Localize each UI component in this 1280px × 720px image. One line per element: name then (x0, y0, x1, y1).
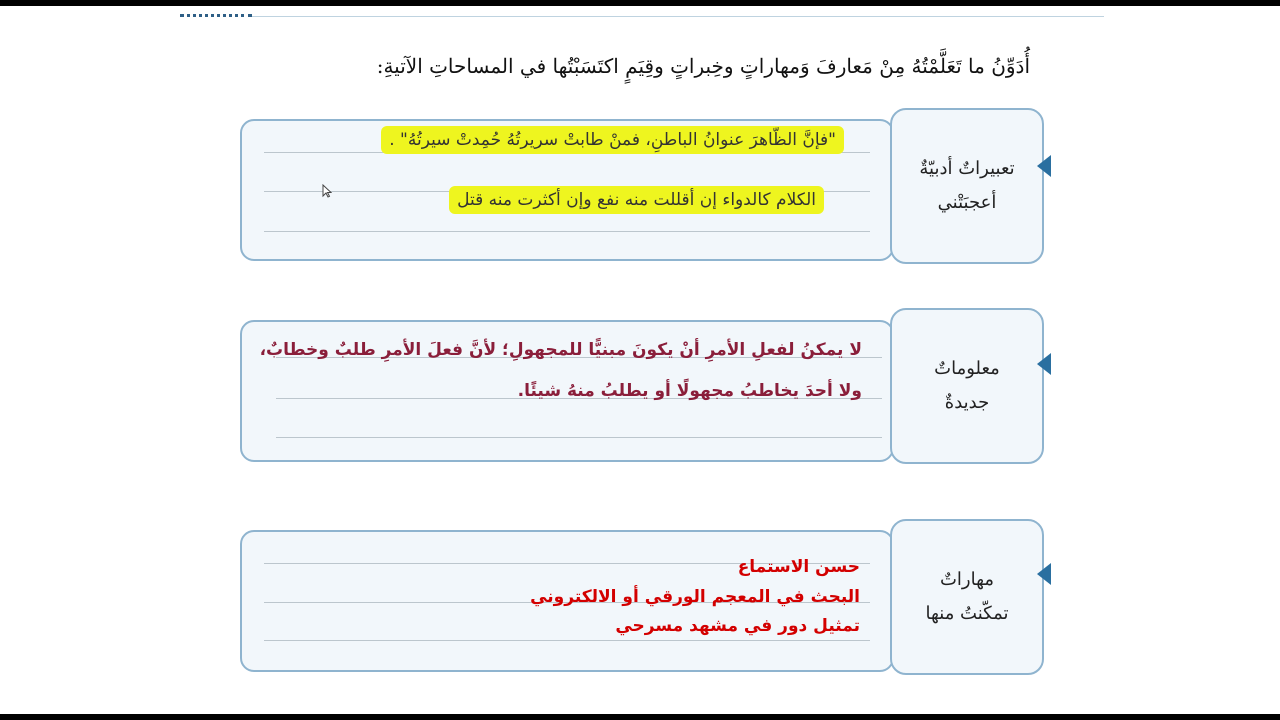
writing-line (276, 437, 882, 438)
triangle-pointer-icon (1037, 353, 1051, 375)
writing-line (264, 231, 870, 232)
section-label-line1: تعبيراتٌ أدبيّةٌ (919, 158, 1015, 179)
entry-skill-listening: حسن الاستماع (737, 557, 860, 577)
bottom-frame-bar (0, 714, 1280, 720)
entry-highlighted-proverb (449, 190, 824, 210)
entry-skill-dictionary: البحث في المعجم الورقي أو الالكتروني (530, 587, 860, 607)
header-dotted-line (180, 14, 252, 17)
mouse-cursor-icon (322, 184, 332, 198)
entry-info-line2: ولا أحدَ يخاطبُ مجهولًا أو يطلبُ منهُ شيئًا. (517, 381, 862, 401)
highlighted-text: الكلام كالدواء إن أقللت منه نفع وإن أكثرت منه قتل (449, 186, 824, 214)
top-frame-bar (0, 0, 1280, 6)
instruction-heading: أُدَوِّنُ ما تَعَلَّمْتُهُ مِنْ مَعارفَ وَمهاراتٍ وخِبراتٍ وقِيَمٍ اكتَسَبْتُها في المساحاتِ الآتيةِ: (376, 54, 1030, 78)
section-label-line2: أعجبَتْني (937, 192, 997, 213)
entry-info-line1: لا يمكنُ لفعلِ الأمرِ أنْ يكونَ مبنيًّا للمجهولِ؛ لأنَّ فعلَ الأمرِ طلبٌ وخطابٌ، (259, 340, 862, 360)
entry-highlighted-quote (381, 130, 844, 150)
header-rule (252, 16, 1104, 17)
triangle-pointer-icon (1037, 155, 1051, 177)
section-label-skills (890, 519, 1044, 675)
section-label-line1: مهاراتٌ (939, 569, 995, 590)
section-label-line2: تمكّنتُ منها (925, 603, 1009, 624)
section-label-new-information (890, 308, 1044, 464)
writing-line (264, 640, 870, 641)
section-label-literary-expressions (890, 108, 1044, 264)
section-label-line1: معلوماتٌ (934, 358, 1000, 379)
section-label-line2: جديدةٌ (944, 392, 990, 413)
triangle-pointer-icon (1037, 563, 1051, 585)
highlighted-text: "فإنَّ الظّاهرَ عنوانُ الباطنِ، فمنْ طابتْ سريرتُهُ حُمِدتْ سيرتُهُ" . (381, 126, 844, 154)
entry-skill-acting: تمثيل دور في مشهد مسرحي (615, 616, 860, 636)
